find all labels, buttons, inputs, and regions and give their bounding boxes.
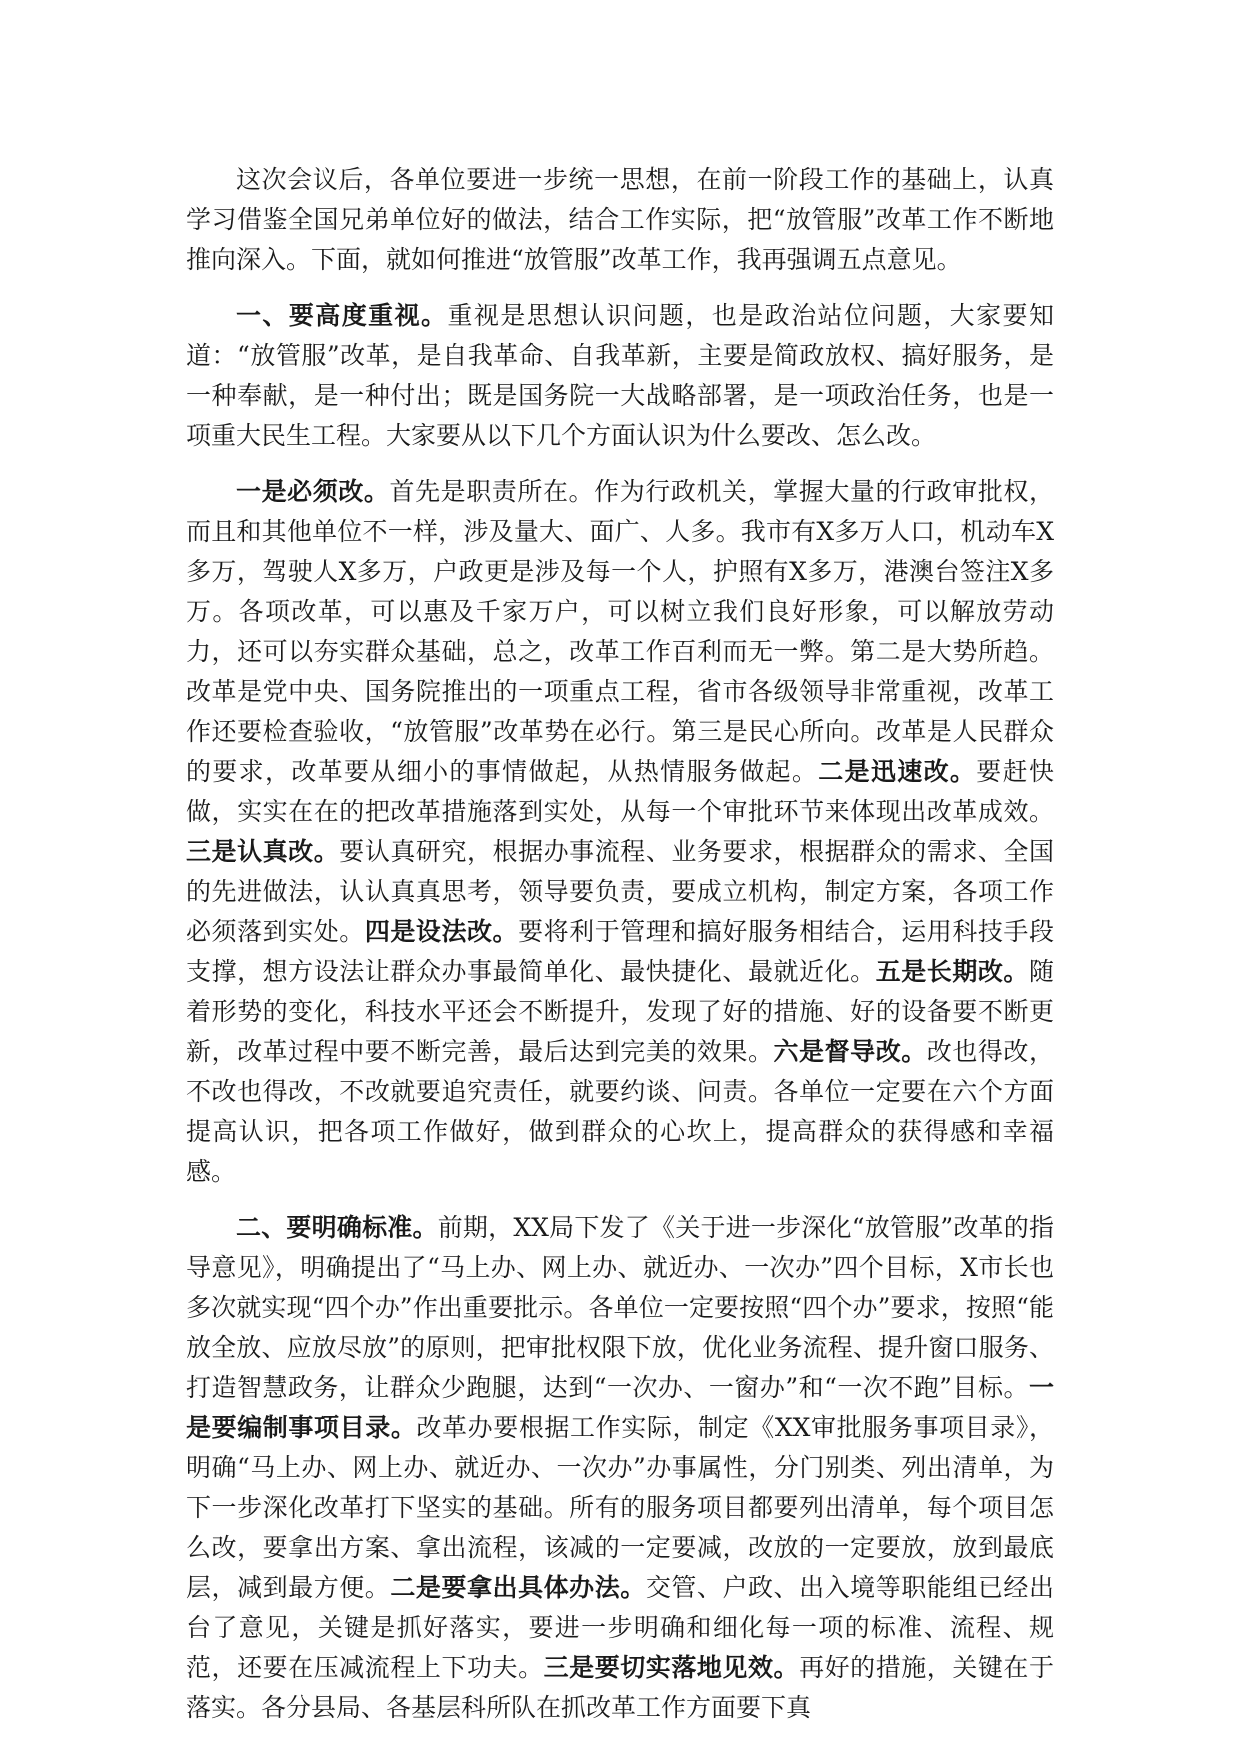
paragraph-text: 随着形势的变化，科技水平还会不断提升，发现了好的措施、好的设备要不断更新，改革过程中要不断完善，最后达到完美的效果。	[186, 957, 1054, 1066]
point-heading: 六是督导改。	[773, 1037, 927, 1066]
section-heading: 二、要明确标准。	[236, 1213, 438, 1242]
paragraph-section-two	[186, 1208, 1054, 1728]
paragraph-text: 要认真研究，根据办事流程、业务要求，根据群众的需求、全国的先进做法，认认真真思考，领导要负责，要成立机构，制定方案，各项工作必须落到实处。	[186, 837, 1054, 946]
paragraph-text: 前期，XX局下发了《关于进一步深化“放管服”改革的指导意见》，明确提出了“马上办、网上办、就近办、一次办”四个目标，X市长也多次就实现“四个办”作出重要批示。各单位一定要按照“四个办”要求，按照“能放全放、应放尽放”的原则，把审批权限下放，优化业务流程、提升窗口服务、打造智慧政务，让群众少跑腿，达到“一次办、一窗办”和“一次不跑”目标。	[186, 1213, 1054, 1402]
paragraph-section-one	[186, 296, 1054, 456]
point-heading: 四是设法改。	[364, 917, 519, 946]
point-heading: 二是迅速改。	[818, 757, 977, 786]
paragraph-six-points	[186, 472, 1054, 1192]
point-heading: 三是认真改。	[186, 837, 340, 866]
paragraph-text: 再好的措施，关键在于落实。各分县局、各基层科所队在抓改革工作方面要下真	[186, 1653, 1054, 1722]
paragraph-text: 这次会议后，各单位要进一步统一思想，在前一阶段工作的基础上，认真学习借鉴全国兄弟单位好的做法，结合工作实际，把“放管服”改革工作不断地推向深入。下面，就如何推进“放管服”改革工作，我再强调五点意见。	[186, 165, 1054, 274]
paragraph-text: 重视是思想认识问题，也是政治站位问题，大家要知道：“放管服”改革，是自我革命、自我革新，主要是简政放权、搞好服务，是一种奉献，是一种付出；既是国务院一大战略部署，是一项政治任务，也是一项重大民生工程。大家要从以下几个方面认识为什么要改、怎么改。	[186, 301, 1054, 450]
paragraph-text: 改革办要根据工作实际，制定《XX审批服务事项目录》，明确“马上办、网上办、就近办、一次办”办事属性，分门别类、列出清单，为下一步深化改革打下坚实的基础。所有的服务项目都要列出清单，每个项目怎么改，要拿出方案、拿出流程，该减的一定要减，改放的一定要放，放到最底层，减到最方便。	[186, 1413, 1054, 1602]
paragraph-text: 首先是职责所在。作为行政机关，掌握大量的行政审批权，而且和其他单位不一样，涉及量大、面广、人多。我市有X多万人口，机动车X多万，驾驶人X多万，户政更是涉及每一个人，护照有X多万，港澳台签注X多万。各项改革，可以惠及千家万户，可以树立我们良好形象，可以解放劳动力，还可以夯实群众基础，总之，改革工作百利而无一弊。第二是大势所趋。改革是党中央、国务院推出的一项重点工程，省市各级领导非常重视，改革工作还要检查验收，“放管服”改革势在必行。第三是民心所向。改革是人民群众的要求，改革要从细小的事情做起，从热情服务做起。	[186, 477, 1054, 786]
point-heading: 三是要切实落地见效。	[543, 1653, 800, 1682]
paragraph-text: 要将利于管理和搞好服务相结合，运用科技手段支撑，想方设法让群众办事最简单化、最快捷化、最就近化。	[186, 917, 1054, 986]
point-heading: 一是要编制事项目录。	[186, 1373, 1054, 1442]
point-heading: 一是必须改。	[236, 477, 390, 506]
paragraph-intro	[186, 160, 1054, 280]
paragraph-text: 改也得改，不改也得改，不改就要追究责任，就要约谈、问责。各单位一定要在六个方面提高认识，把各项工作做好，做到群众的心坎上，提高群众的获得感和幸福感。	[186, 1037, 1054, 1186]
point-heading: 二是要拿出具体办法。	[390, 1573, 646, 1602]
paragraph-text: 交管、户政、出入境等职能组已经出台了意见，关键是抓好落实，要进一步明确和细化每一项的标准、流程、规范，还要在压减流程上下功夫。	[186, 1573, 1054, 1682]
point-heading: 五是长期改。	[875, 957, 1029, 986]
paragraph-text: 要赶快做，实实在在的把改革措施落到实处，从每一个审批环节来体现出改革成效。	[186, 757, 1054, 826]
document-body	[186, 160, 1054, 1744]
section-heading: 一、要高度重视。	[236, 301, 448, 330]
